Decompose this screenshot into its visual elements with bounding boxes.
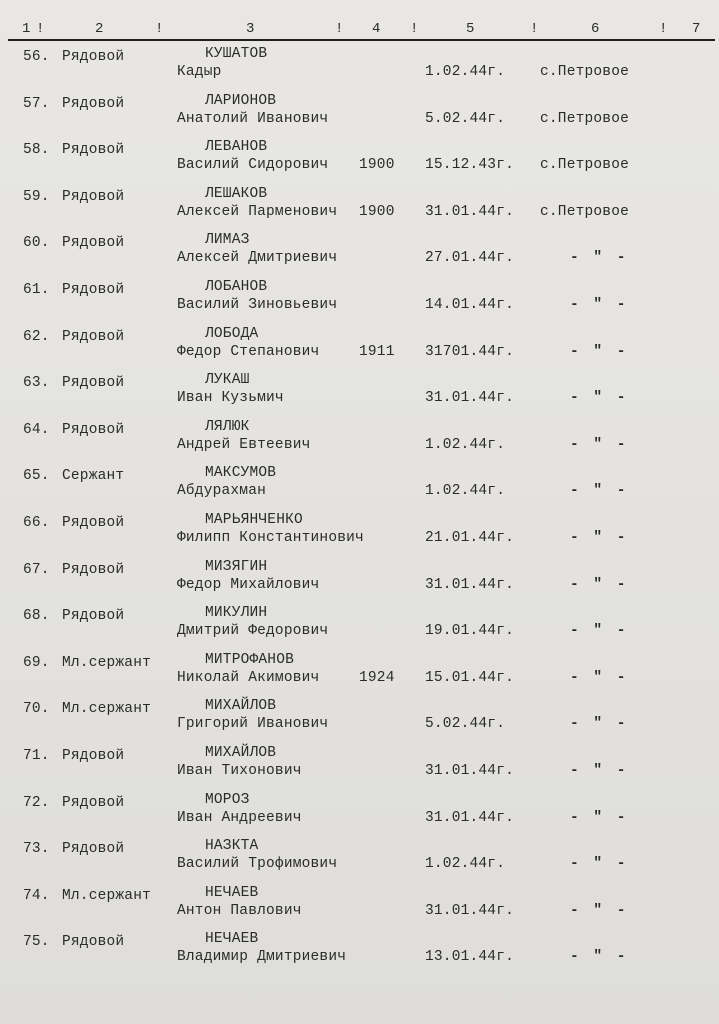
column-separator: ! xyxy=(659,21,668,37)
rank: Сержант xyxy=(62,468,125,485)
rank: Рядовой xyxy=(62,421,125,438)
column-separator: ! xyxy=(155,21,164,37)
list-item xyxy=(0,186,719,232)
burial-place: - " - xyxy=(570,436,629,453)
surname: КУШАТОВ xyxy=(205,46,268,62)
death-date: 1.02.44г. xyxy=(425,483,506,500)
rank: Рядовой xyxy=(62,515,125,531)
list-item xyxy=(0,931,719,977)
column-number-2: 2 xyxy=(95,21,104,37)
death-date: 5.02.44г. xyxy=(425,110,506,127)
entry-number: 74. xyxy=(23,887,50,904)
header-rule xyxy=(8,39,715,41)
given-name: Антон Павлович xyxy=(177,902,302,919)
entry-number: 68. xyxy=(23,608,50,625)
given-name: Василий Зиновьевич xyxy=(177,297,338,313)
column-number-6: 6 xyxy=(591,21,600,37)
death-date: 31.01.44г. xyxy=(425,576,515,593)
rank: Рядовой xyxy=(62,142,125,159)
table-header xyxy=(0,0,719,45)
burial-place: - " - xyxy=(570,483,629,500)
list-item xyxy=(0,279,719,325)
death-date: 31.01.44г. xyxy=(425,902,515,919)
column-separator: ! xyxy=(36,21,45,37)
given-name: Иван Тихонович xyxy=(177,763,302,779)
surname: НЕЧАЕВ xyxy=(205,884,259,901)
rank: Рядовой xyxy=(62,794,125,811)
surname: ЛАРИОНОВ xyxy=(205,92,277,109)
death-date: 14.01.44г. xyxy=(425,297,515,313)
burial-place: - " - xyxy=(570,343,629,360)
surname: МАКСУМОВ xyxy=(205,465,277,482)
list-item xyxy=(0,419,719,465)
given-name: Василий Сидорович xyxy=(177,157,329,174)
rank: Рядовой xyxy=(62,608,125,625)
list-item xyxy=(0,46,719,92)
surname: ЛОБАНОВ xyxy=(205,279,268,295)
surname: МИЗЯГИН xyxy=(205,558,268,575)
rank: Рядовой xyxy=(62,49,125,65)
surname: ЛЕВАНОВ xyxy=(205,139,268,156)
death-date: 21.01.44г. xyxy=(425,530,515,546)
surname: ЛИМАЗ xyxy=(205,232,250,249)
surname: МИКУЛИН xyxy=(205,605,268,622)
burial-place: - " - xyxy=(570,250,629,267)
death-date: 1.02.44г. xyxy=(425,856,506,873)
death-date: 31.01.44г. xyxy=(425,809,515,826)
burial-place: - " - xyxy=(570,949,629,966)
rank: Рядовой xyxy=(62,95,125,112)
column-number-7: 7 xyxy=(692,21,701,37)
death-date: 19.01.44г. xyxy=(425,623,515,640)
rank: Рядовой xyxy=(62,328,125,345)
list-item xyxy=(0,698,719,744)
rank: Рядовой xyxy=(62,235,125,252)
burial-place: с.Петровое xyxy=(540,64,630,80)
entry-number: 67. xyxy=(23,561,50,578)
given-name: Алексей Парменович xyxy=(177,203,338,220)
given-name: Андрей Евтеевич xyxy=(177,436,311,453)
entry-number: 71. xyxy=(23,748,50,764)
burial-place: - " - xyxy=(570,716,629,733)
entry-number: 63. xyxy=(23,375,50,392)
column-number-1: 1 xyxy=(22,21,31,37)
burial-place: - " - xyxy=(570,763,629,779)
list-item xyxy=(0,792,719,838)
column-number-5: 5 xyxy=(466,21,475,37)
given-name: Федор Михайлович xyxy=(177,576,320,593)
surname: ЛЯЛЮК xyxy=(205,418,250,435)
list-item xyxy=(0,326,719,372)
list-item xyxy=(0,232,719,278)
list-item xyxy=(0,372,719,418)
birth-year: 1911 xyxy=(359,343,395,360)
rank: Рядовой xyxy=(62,561,125,578)
burial-place: - " - xyxy=(570,530,629,546)
death-date: 1.02.44г. xyxy=(425,436,506,453)
entry-number: 62. xyxy=(23,328,50,345)
birth-year: 1900 xyxy=(359,157,395,174)
list-item xyxy=(0,93,719,139)
surname: НАЗКТА xyxy=(205,838,259,855)
death-date: 13.01.44г. xyxy=(425,949,515,966)
burial-place: - " - xyxy=(570,623,629,640)
entry-number: 75. xyxy=(23,934,50,951)
given-name: Федор Степанович xyxy=(177,343,320,360)
entry-number: 70. xyxy=(23,701,50,718)
death-date: 1.02.44г. xyxy=(425,64,506,80)
burial-place: с.Петровое xyxy=(540,157,630,174)
rank: Рядовой xyxy=(62,841,125,858)
surname: МИТРОФАНОВ xyxy=(205,651,295,668)
entry-number: 66. xyxy=(23,515,50,531)
burial-place: - " - xyxy=(570,297,629,313)
list-item xyxy=(0,465,719,511)
death-date: 5.02.44г. xyxy=(425,716,506,733)
list-item xyxy=(0,885,719,931)
column-separator: ! xyxy=(335,21,344,37)
death-date: 15.12.43г. xyxy=(425,157,515,174)
column-separator: ! xyxy=(410,21,419,37)
list-item xyxy=(0,745,719,791)
given-name: Василий Трофимович xyxy=(177,856,338,873)
surname: МИХАЙЛОВ xyxy=(205,698,277,715)
given-name: Дмитрий Федорович xyxy=(177,623,329,640)
list-item xyxy=(0,652,719,698)
column-number-3: 3 xyxy=(246,21,255,37)
death-date: 31.01.44г. xyxy=(425,763,515,779)
given-name: Кадыр xyxy=(177,64,222,80)
burial-place: - " - xyxy=(570,390,629,407)
birth-year: 1924 xyxy=(359,669,395,686)
rank: Мл.сержант xyxy=(62,887,152,904)
given-name: Иван Андреевич xyxy=(177,809,302,826)
entry-number: 64. xyxy=(23,421,50,438)
given-name: Иван Кузьмич xyxy=(177,390,284,407)
rank: Рядовой xyxy=(62,188,125,205)
death-date: 27.01.44г. xyxy=(425,250,515,267)
entry-number: 69. xyxy=(23,654,50,671)
entry-number: 65. xyxy=(23,468,50,485)
given-name: Владимир Дмитриевич xyxy=(177,949,347,966)
rank: Рядовой xyxy=(62,282,125,298)
given-name: Алексей Дмитриевич xyxy=(177,250,338,267)
given-name: Григорий Иванович xyxy=(177,716,329,733)
death-date: 15.01.44г. xyxy=(425,669,515,686)
entry-number: 72. xyxy=(23,794,50,811)
column-number-4: 4 xyxy=(372,21,381,37)
list-item xyxy=(0,838,719,884)
surname: МАРЬЯНЧЕНКО xyxy=(205,512,303,528)
burial-place: - " - xyxy=(570,809,629,826)
burial-place: с.Петровое xyxy=(540,110,630,127)
burial-place: - " - xyxy=(570,856,629,873)
rank: Рядовой xyxy=(62,748,125,764)
entry-number: 61. xyxy=(23,282,50,298)
surname: НЕЧАЕВ xyxy=(205,931,259,948)
surname: ЛОБОДА xyxy=(205,325,259,342)
death-date: 31.01.44г. xyxy=(425,390,515,407)
given-name: Абдурахман xyxy=(177,483,267,500)
surname: ЛЕШАКОВ xyxy=(205,185,268,202)
entry-number: 56. xyxy=(23,49,50,65)
birth-year: 1900 xyxy=(359,203,395,220)
surname: МИХАЙЛОВ xyxy=(205,745,277,761)
rank: Рядовой xyxy=(62,375,125,392)
list-item xyxy=(0,139,719,185)
column-separator: ! xyxy=(530,21,539,37)
given-name: Филипп Константинович xyxy=(177,530,364,546)
rank: Мл.сержант xyxy=(62,654,152,671)
burial-place: - " - xyxy=(570,576,629,593)
list-item xyxy=(0,605,719,651)
entry-number: 73. xyxy=(23,841,50,858)
given-name: Анатолий Иванович xyxy=(177,110,329,127)
rank: Рядовой xyxy=(62,934,125,951)
given-name: Николай Акимович xyxy=(177,669,320,686)
entry-number: 57. xyxy=(23,95,50,112)
surname: МОРОЗ xyxy=(205,791,250,808)
burial-place: - " - xyxy=(570,902,629,919)
list-item xyxy=(0,559,719,605)
surname: ЛУКАШ xyxy=(205,372,250,389)
entry-number: 58. xyxy=(23,142,50,159)
list-item xyxy=(0,512,719,558)
entry-number: 59. xyxy=(23,188,50,205)
death-date: 31.01.44г. xyxy=(425,203,515,220)
burial-place: с.Петровое xyxy=(540,203,630,220)
entry-number: 60. xyxy=(23,235,50,252)
burial-place: - " - xyxy=(570,669,629,686)
death-date: 31701.44г. xyxy=(425,343,515,360)
rank: Мл.сержант xyxy=(62,701,152,718)
